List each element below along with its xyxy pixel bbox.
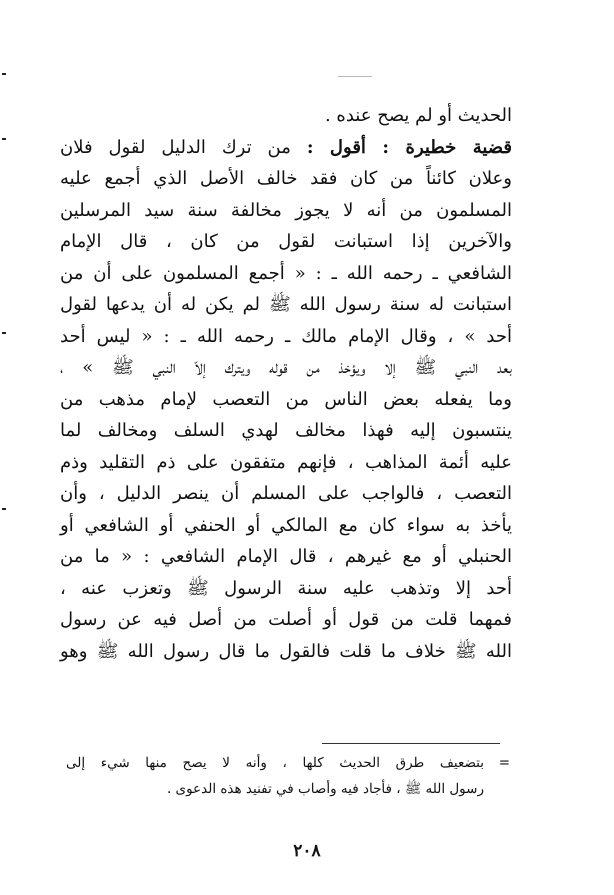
footnote bbox=[66, 750, 508, 802]
text-line: والآخرين إذا استبانت لقول من كان ، قال الإمام bbox=[60, 231, 512, 252]
scan-edge-mark bbox=[2, 73, 6, 75]
text-line: عليه أئمة المذاهب ، فإنهم متفقون على ذم التقليد وذم bbox=[60, 451, 512, 473]
issue-heading: قضية خطيرة : أقول : bbox=[306, 136, 512, 158]
scan-top-mark bbox=[338, 76, 372, 77]
text-line: وما يفعله بعض الناس من التعصب لإمام مذهب من bbox=[60, 388, 512, 410]
text-line: أحد » ، وقال الإمام مالك ـ رحمه الله ـ : « ليس أحد bbox=[60, 325, 512, 347]
footnote-marker: = bbox=[498, 755, 510, 771]
text-line: المسلمون من أنه لا يجوز مخالفة سنة سيد المرسلين bbox=[60, 199, 512, 221]
text-line: يأخذ به سواء كان مع المالكي أو الحنفي أو الشافعي أو bbox=[60, 514, 512, 536]
footnote-divider bbox=[322, 743, 500, 744]
issue-rest: من ترك الدليل لقول فلان bbox=[60, 136, 307, 158]
page-number: ٢٠٨ bbox=[293, 841, 321, 861]
text-line: الله ﷺ خلاف ما قلت فالقول ما قال رسول الله ﷺ وهو bbox=[60, 640, 512, 662]
text-line: التعصب ، فالواجب على المسلم أن ينصر الدليل ، وأن bbox=[60, 483, 512, 504]
text-line: الحديث أو لم يصح عنده . bbox=[324, 105, 512, 126]
footnote-text: بتضعيف طرق الحديث كلها ، وأنه لا يصح منها شيء إلى bbox=[66, 755, 484, 771]
text-line: فمهما قلت من قول أو أصلت من أصل فيه عن رسول bbox=[60, 609, 512, 630]
text-line: أحد إلا وتذهب عليه سنة الرسول ﷺ وتعزب عنه ، bbox=[60, 577, 512, 599]
text-line: الشافعي ـ رحمه الله ـ : « أجمع المسلمون على أن من bbox=[60, 262, 512, 284]
scan-edge-mark bbox=[2, 138, 6, 140]
footnote-line bbox=[66, 750, 508, 776]
text-line: الحنبلي أو مع غيرهم ، قال الإمام الشافعي : « ما من bbox=[60, 546, 512, 567]
scan-edge-mark bbox=[2, 508, 6, 510]
text-line: وعلان كائناً من كان فقد خالف الأصل الذي أجمع عليه bbox=[60, 168, 512, 189]
text-line: بعد النبي ﷺ إلا ويؤخذ من قوله ويترك إلاّ النبي ﷺ » ، bbox=[60, 357, 512, 378]
text-line: ينتسبون إليه فهذا مخالف لهدي السلف ومخالف لما bbox=[60, 420, 512, 441]
text-line: استبانت له سنة رسول الله ﷺ لم يكن له أن يدعها لقول bbox=[60, 294, 512, 315]
footnote-line: رسول الله ﷺ ، فأجاد فيه وأصاب في تفنيد هذه الدعوى . bbox=[166, 781, 484, 797]
scan-edge-mark bbox=[2, 332, 6, 334]
main-text bbox=[60, 100, 512, 667]
text-line-issue bbox=[60, 132, 512, 164]
